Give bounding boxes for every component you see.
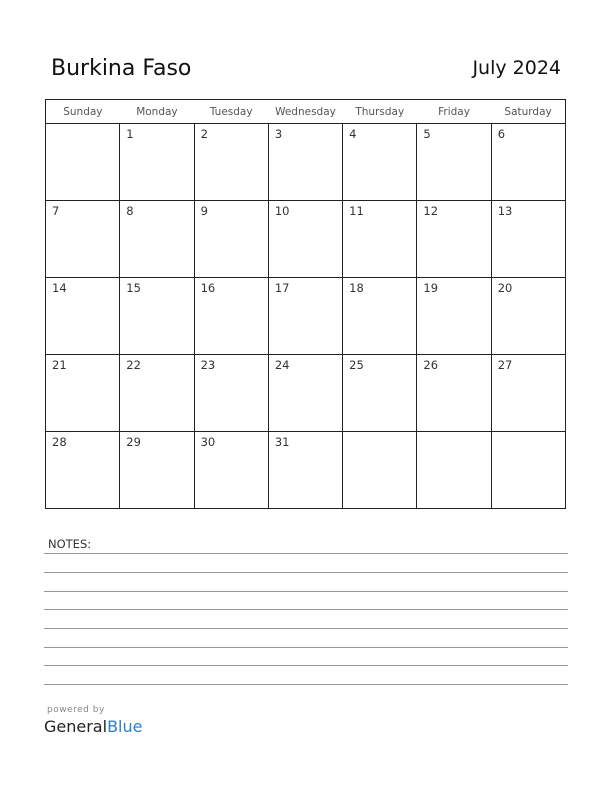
day-cell <box>491 278 565 355</box>
day-number: 26 <box>423 358 439 372</box>
day-cell <box>268 432 342 509</box>
week-row <box>46 124 566 201</box>
day-number: 19 <box>423 281 439 295</box>
week-row <box>46 432 566 509</box>
day-number: 10 <box>274 204 290 218</box>
day-number: 3 <box>274 127 283 141</box>
day-cell <box>46 201 120 278</box>
day-cell <box>46 124 120 201</box>
week-row <box>46 201 566 278</box>
day-cell <box>417 124 491 201</box>
day-number: 21 <box>52 358 67 372</box>
day-cell <box>343 355 417 432</box>
note-line <box>44 553 568 554</box>
day-number: 8 <box>126 204 134 218</box>
day-number: 12 <box>423 204 439 218</box>
brand-blue-text: Blue <box>107 717 143 736</box>
day-number <box>417 432 490 435</box>
day-number: 18 <box>349 281 364 295</box>
note-line <box>44 628 568 629</box>
day-number: 11 <box>349 204 364 218</box>
weekday-wednesday: Wednesday <box>268 100 342 124</box>
note-line <box>44 609 568 610</box>
day-cell <box>417 432 491 509</box>
day-number: 20 <box>497 281 513 295</box>
weekday-header-row <box>46 100 566 124</box>
day-number: 17 <box>274 281 290 295</box>
day-number: 9 <box>200 204 208 218</box>
day-cell <box>491 124 565 201</box>
day-cell <box>120 201 194 278</box>
day-number: 16 <box>200 281 216 295</box>
day-number <box>492 432 565 435</box>
note-line <box>44 665 568 666</box>
note-line <box>44 647 568 648</box>
day-cell <box>46 355 120 432</box>
week-row <box>46 278 566 355</box>
week-row <box>46 355 566 432</box>
day-cell <box>46 432 120 509</box>
day-cell <box>194 201 268 278</box>
day-number <box>343 432 416 435</box>
day-number: 28 <box>52 435 67 449</box>
day-cell <box>194 432 268 509</box>
day-cell <box>268 355 342 432</box>
weekday-friday: Friday <box>417 100 491 124</box>
month-title: July 2024 <box>472 57 561 79</box>
day-number: 13 <box>497 204 513 218</box>
day-cell <box>268 124 342 201</box>
day-cell <box>194 355 268 432</box>
day-number: 30 <box>200 435 216 449</box>
day-number: 5 <box>423 127 431 141</box>
day-number: 14 <box>52 281 67 295</box>
weekday-thursday: Thursday <box>343 100 417 124</box>
day-number: 22 <box>126 358 141 372</box>
day-number: 27 <box>497 358 513 372</box>
day-cell <box>194 278 268 355</box>
calendar-grid <box>45 99 566 509</box>
day-cell <box>194 124 268 201</box>
day-cell <box>343 124 417 201</box>
note-line <box>44 572 568 573</box>
day-number: 1 <box>126 127 134 141</box>
day-cell <box>343 201 417 278</box>
day-cell <box>417 278 491 355</box>
day-cell <box>343 432 417 509</box>
weekday-monday: Monday <box>120 100 194 124</box>
country-title: Burkina Faso <box>51 56 192 81</box>
day-cell <box>268 201 342 278</box>
day-number: 25 <box>349 358 364 372</box>
day-number: 24 <box>274 358 290 372</box>
day-number: 15 <box>126 281 141 295</box>
day-number: 31 <box>274 435 290 449</box>
day-cell <box>491 201 565 278</box>
note-line <box>44 684 568 685</box>
day-number: 2 <box>200 127 208 141</box>
day-cell <box>343 278 417 355</box>
day-cell <box>120 124 194 201</box>
day-cell <box>417 201 491 278</box>
day-cell <box>417 355 491 432</box>
day-cell <box>120 355 194 432</box>
notes-label: NOTES: <box>48 537 92 551</box>
day-number: 6 <box>497 127 506 141</box>
day-number <box>46 124 119 127</box>
note-line <box>44 591 568 592</box>
brand-general-text: General <box>44 717 108 736</box>
day-number: 23 <box>200 358 216 372</box>
weekday-tuesday: Tuesday <box>194 100 268 124</box>
day-number: 7 <box>52 204 60 218</box>
weekday-saturday: Saturday <box>491 100 565 124</box>
day-number: 29 <box>126 435 141 449</box>
day-cell <box>120 278 194 355</box>
day-cell <box>491 355 565 432</box>
day-number: 4 <box>349 127 357 141</box>
powered-by-label: powered by <box>47 705 105 715</box>
weekday-sunday: Sunday <box>46 100 120 124</box>
day-cell <box>491 432 565 509</box>
day-cell <box>120 432 194 509</box>
day-cell <box>268 278 342 355</box>
generalblue-logo[interactable] <box>44 717 142 736</box>
day-cell <box>46 278 120 355</box>
